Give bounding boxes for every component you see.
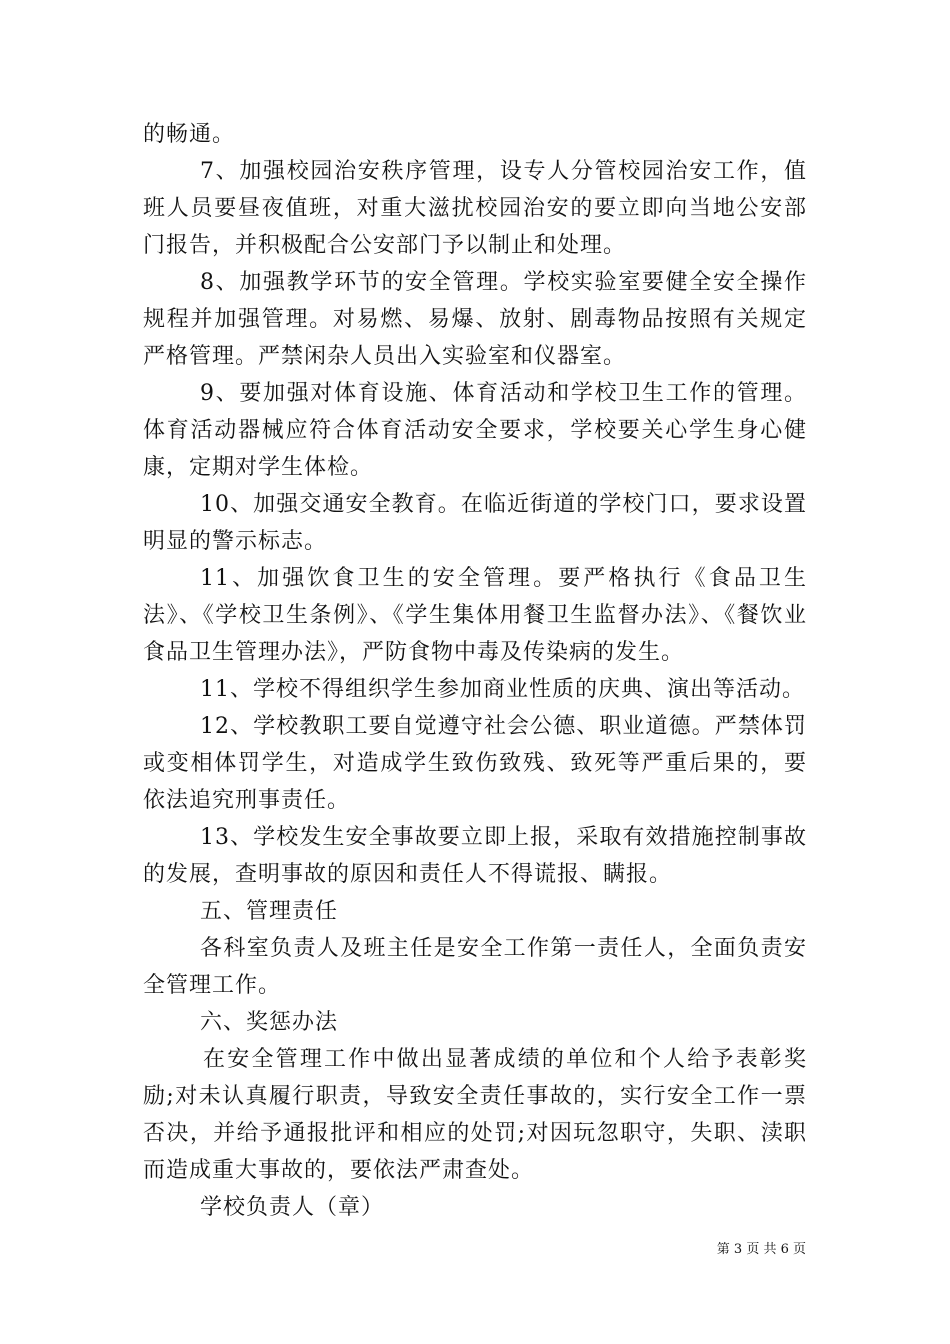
section-heading-rewards-penalties: 六、奖惩办法 [200,1010,339,1035]
paragraph-item-10-traffic-safety: 10、加强交通安全教育。在临近街道的学校门口，要求设置明显的警示标志。 [143,492,807,554]
document-body [143,116,807,1226]
paragraph-item-11-commercial-activities: 11、学校不得组织学生参加商业性质的庆典、演出等活动。 [200,677,805,702]
paragraph-item-11-food-hygiene: 11、加强饮食卫生的安全管理。要严格执行《食品卫生法》、《学校卫生条例》、《学生集体用餐卫生监督办法》、《餐饮业食品卫生管理办法》，严防食物中毒及传染病的发生。 [143,566,807,665]
page-number: 第 3 页 共 6 页 [716,1242,806,1257]
paragraph-item-7-campus-security: 7、加强校园治安秩序管理，设专人分管校园治安工作，值班人员要昼夜值班，对重大滋扰校园治安的要立即向当地公安部门报告，并积极配合公安部门予以制止和处理。 [143,159,807,258]
paragraph-responsibility: 各科室负责人及班主任是安全工作第一责任人，全面负责安全管理工作。 [143,936,807,998]
paragraph-continuation: 的畅通。 [143,122,236,147]
paragraph-rewards-penalties: 在安全管理工作中做出显著成绩的单位和个人给予表彰奖励;对未认真履行职责，导致安全责任事故的，实行安全工作一票否决，并给予通报批评和相应的处罚;对因玩忽职守，失职、渎职而造成重大事故的，要依法严肃查处。 [143,1047,807,1183]
paragraph-item-8-teaching-safety: 8、加强教学环节的安全管理。学校实验室要健全安全操作规程并加强管理。对易燃、易爆、放射、剧毒物品按照有关规定严格管理。严禁闲杂人员出入实验室和仪器室。 [143,270,807,369]
signature-line: 学校负责人（章） [200,1195,385,1220]
section-heading-management-responsibility: 五、管理责任 [200,899,339,924]
paragraph-item-12-staff-ethics: 12、学校教职工要自觉遵守社会公德、职业道德。严禁体罚或变相体罚学生，对造成学生致伤致残、致死等严重后果的，要依法追究刑事责任。 [143,714,807,813]
paragraph-item-13-incident-reporting: 13、学校发生安全事故要立即上报，采取有效措施控制事故的发展，查明事故的原因和责任人不得谎报、瞒报。 [143,825,807,887]
paragraph-item-9-sports-health: 9、要加强对体育设施、体育活动和学校卫生工作的管理。体育活动器械应符合体育活动安全要求，学校要关心学生身心健康，定期对学生体检。 [143,381,807,480]
